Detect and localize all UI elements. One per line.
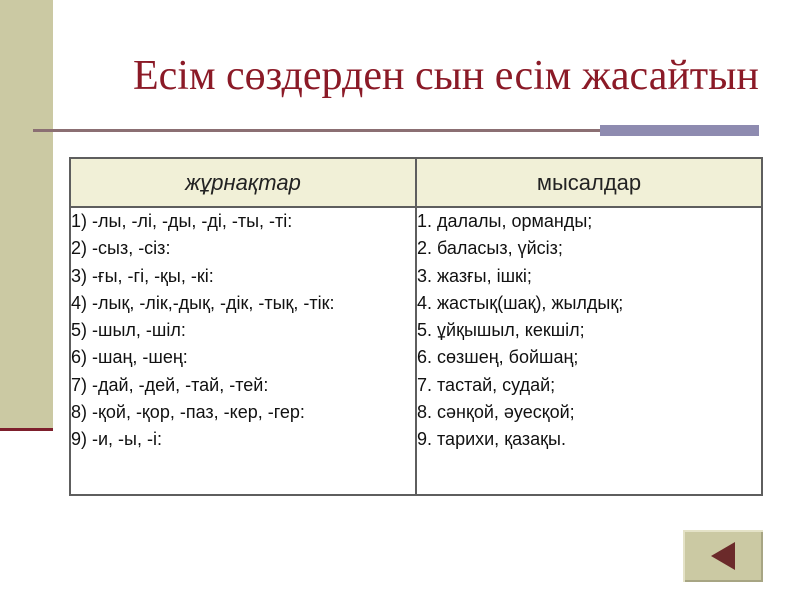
example-item: 1. далалы, орманды; [417,211,593,231]
table-body-row [70,207,762,495]
slide-title: Есім сөздерден сын есім жасайтын [133,53,759,99]
example-item: 5. ұйқышыл, кекшіл; [417,320,585,341]
title-accent-block [600,125,759,136]
example-list-cell [416,207,762,495]
example-item: 6. сөзшең, бойшаң; [417,347,579,368]
back-button[interactable] [683,530,763,582]
header-examples: мысалдар [416,158,762,207]
side-bar-accent-line [0,428,53,431]
suffix-item: 1) -лы, -лі, -ды, -ді, -ты, -ті: [71,211,293,231]
example-item: 3. жазғы, ішкі; [417,265,532,286]
example-item: 4. жастық(шақ), жылдық; [417,292,624,313]
back-arrow-icon [683,530,763,582]
suffix-examples-table [69,157,763,496]
title-underline-rule [33,129,600,132]
suffix-item: 6) -шаң, -шең: [71,347,188,368]
decorative-side-bar [0,0,53,428]
example-item: 2. баласыз, үйсіз; [417,238,563,259]
table-header-row [70,158,762,207]
header-suffixes: жұрнақтар [70,158,416,207]
suffix-item: 2) -сыз, -сіз: [71,238,171,259]
suffix-item: 4) -лық, -лік,-дық, -дік, -тық, -тік: [71,292,335,313]
suffix-item: 3) -ғы, -гі, -қы, -кі: [71,265,214,286]
suffix-item: 5) -шыл, -шіл: [71,320,186,341]
suffix-item: 7) -дай, -дей, -тай, -тей: [71,374,269,395]
suffix-item: 8) -қой, -қор, -паз, -кер, -гер: [71,402,305,423]
suffix-item: 9) -и, -ы, -і: [71,429,162,450]
example-item: 9. тарихи, қазақы. [417,429,566,450]
example-item: 7. тастай, судай; [417,374,556,395]
suffix-list-cell [70,207,416,495]
example-item: 8. сәнқой, әуесқой; [417,402,575,423]
